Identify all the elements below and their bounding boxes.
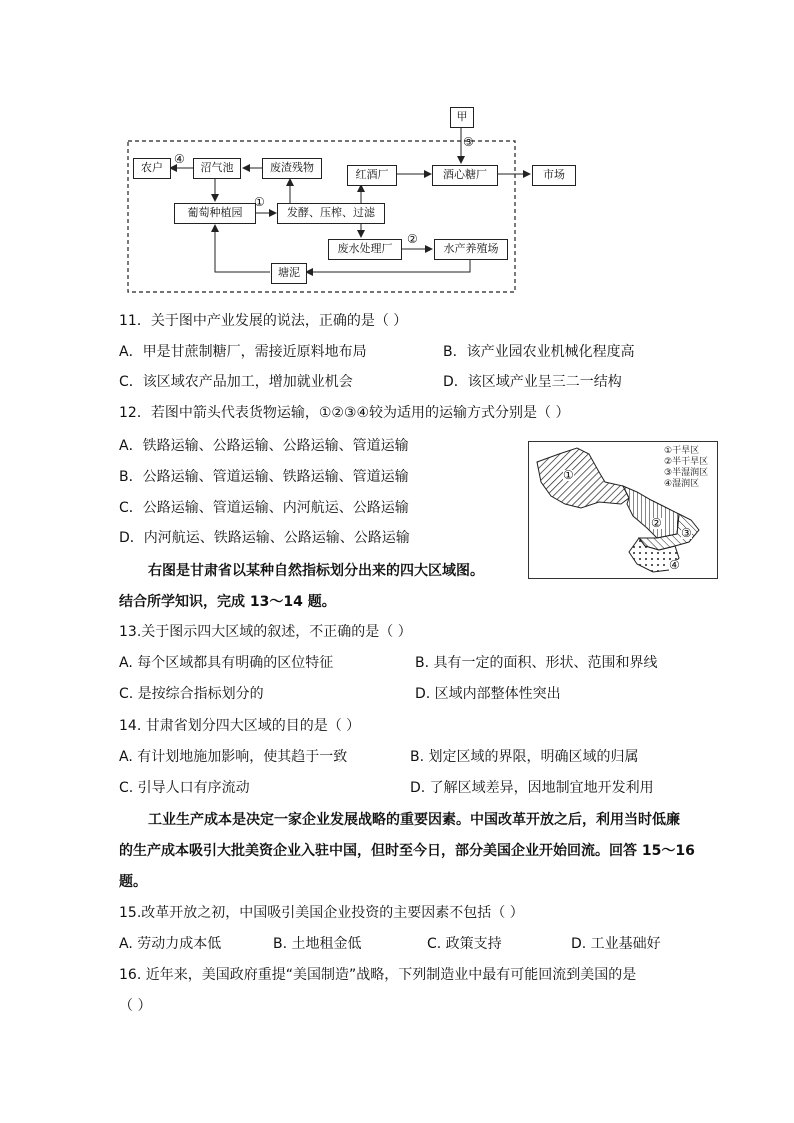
q15-stem: 15.改革开放之初，中国吸引美国企业投资的主要因素不包括（ ）	[119, 905, 524, 921]
node-shichang: 市场	[532, 165, 576, 186]
q14-option-c: C. 引导人口有序流动	[119, 780, 250, 796]
marker-4: ④	[174, 152, 185, 166]
legend-item-4: ④湿润区	[664, 479, 700, 489]
q13-option-a: A. 每个区域都具有明确的区位特征	[119, 655, 334, 671]
map-label-2: ②	[651, 516, 662, 530]
q15-option-c: C. 政策支持	[427, 936, 502, 952]
q14-option-b: B. 划定区域的界限，明确区域的归属	[410, 749, 639, 765]
q12-stem: 12．若图中箭头代表货物运输，①②③④较为适用的运输方式分别是（ ）	[119, 405, 570, 421]
map-label-3: ③	[681, 526, 692, 540]
legend-item-2: ②半干旱区	[664, 457, 709, 467]
q11-option-c: C．该区域农产品加工，增加就业机会	[119, 374, 353, 390]
intro-15-16-line2: 的生产成本吸引大批美资企业入驻中国，但时至今日，部分美国企业开始回流。回答 15～16	[119, 843, 695, 859]
q13-option-d: D. 区域内部整体性突出	[415, 686, 561, 702]
q13-stem: 13.关于图示四大区域的叙述，不正确的是（ ）	[119, 624, 412, 640]
node-zhaoqichi: 沼气池	[193, 158, 241, 179]
q11-option-a: A．甲是甘蔗制糖厂，需接近原料地布局	[119, 344, 367, 360]
legend-item-1: ①干旱区	[664, 446, 700, 456]
intro-13-14-b: 结合所学知识，完成 13～14 题。	[119, 594, 336, 610]
q11-stem: 11．关于图中产业发展的说法，正确的是（ ）	[119, 313, 408, 329]
map-label-1: ①	[563, 468, 574, 482]
node-jiuxin: 酒心糖厂	[432, 165, 498, 186]
node-jia: 甲	[450, 107, 474, 128]
node-feizha: 废渣残物	[262, 158, 322, 179]
q16-stem-paren: （ ）	[119, 998, 152, 1014]
node-feishui: 废水处理厂	[328, 239, 402, 260]
node-tangni: 塘泥	[271, 263, 307, 284]
q12-option-b: B．公路运输、管道运输、铁路运输、管道运输	[119, 469, 409, 485]
q14-stem: 14. 甘肃省划分四大区域的目的是（ ）	[119, 718, 361, 734]
q14-option-a: A. 有计划地施加影响，使其趋于一致	[119, 749, 348, 765]
gansu-region-map	[528, 441, 718, 579]
q12-option-a: A．铁路运输、公路运输、公路运输、管道运输	[119, 438, 409, 454]
q12-option-c: C．公路运输、管道运输、内河航运、公路运输	[119, 500, 409, 516]
node-nonghu: 农户	[133, 158, 171, 179]
q13-option-b: B. 具有一定的面积、形状、范围和界线	[415, 655, 658, 671]
map-label-4: ④	[669, 558, 680, 572]
node-fajiao: 发酵、压榨、过滤	[277, 203, 385, 224]
q15-option-d: D. 工业基础好	[571, 936, 661, 952]
node-putao: 葡萄种植园	[174, 203, 256, 224]
q11-option-d: D．该区域产业呈三二一结构	[443, 374, 622, 390]
q15-option-b: B. 土地租金低	[273, 936, 362, 952]
legend-item-3: ③半湿润区	[664, 468, 709, 478]
intro-15-16-line1: 工业生产成本是决定一家企业发展战略的重要因素。中国改革开放之后，利用当时低廉	[148, 812, 680, 828]
marker-3: ③	[463, 135, 474, 149]
intro-13-14: 右图是甘肃省以某种自然指标划分出来的四大区域图。	[148, 563, 484, 579]
q11-option-b: B．该产业园农业机械化程度高	[443, 344, 635, 360]
q16-stem: 16. 近年来，美国政府重提“美国制造”战略，下列制造业中最有可能回流到美国的是	[119, 967, 637, 983]
q15-option-a: A. 劳动力成本低	[119, 936, 222, 952]
marker-1: ①	[254, 195, 265, 209]
q13-option-c: C. 是按综合指标划分的	[119, 686, 264, 702]
q12-option-d: D．内河航运、铁路运输、公路运输、公路运输	[119, 530, 410, 546]
marker-2: ②	[407, 232, 418, 246]
node-shuichan: 水产养殖场	[434, 239, 508, 260]
intro-15-16-line3: 题。	[119, 874, 147, 890]
q14-option-d: D. 了解区域差异，因地制宜地开发利用	[410, 780, 654, 796]
node-hongjiu: 红酒厂	[347, 165, 397, 186]
diagram-lines	[0, 0, 794, 310]
